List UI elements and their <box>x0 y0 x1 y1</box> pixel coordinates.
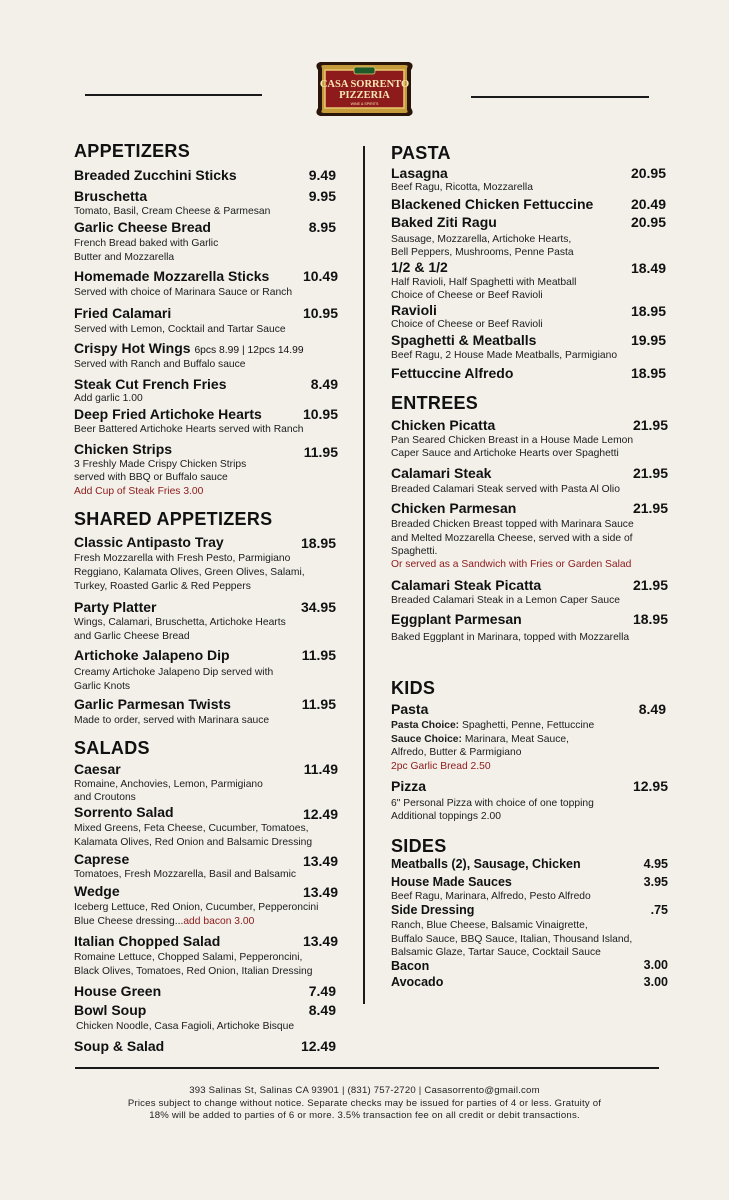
logo-line2: PIZZERIA <box>339 90 390 101</box>
menu-item-desc: Blue Cheese dressing... <box>74 916 184 927</box>
menu-item-name: Baked Ziti Ragu <box>391 214 497 230</box>
header-rule-left <box>85 94 262 96</box>
menu-item-name: Calamari Steak <box>391 465 492 481</box>
menu-item-name: Wedge <box>74 883 120 899</box>
menu-item-price: 20.49 <box>630 196 666 212</box>
menu-item-note: Add Cup of Steak Fries 3.00 <box>74 486 204 497</box>
menu-item-price: 13.49 <box>302 884 338 900</box>
menu-item-price: 10.95 <box>302 406 338 422</box>
shared-heading: SHARED APPETIZERS <box>74 509 273 529</box>
menu-item-price: 21.95 <box>632 500 668 516</box>
menu-item-name: House Made Sauces <box>391 875 512 889</box>
menu-item-desc: Kalamata Olives, Red Onion and Balsamic Dressing <box>74 837 313 848</box>
menu-item-name: Chicken Parmesan <box>391 500 517 516</box>
menu-item-desc: Turkey, Roasted Garlic & Red Peppers <box>74 581 251 592</box>
menu-item-name: Soup & Salad <box>74 1038 165 1054</box>
footer-rule <box>75 1067 659 1069</box>
menu-item-desc: Sausage, Mozzarella, Artichoke Hearts, <box>391 234 572 245</box>
menu-item-desc-line <box>74 915 254 929</box>
menu-item-price: 12.95 <box>632 778 668 794</box>
menu-item-name: Sorrento Salad <box>74 804 174 820</box>
appetizers-heading: APPETIZERS <box>74 141 191 161</box>
menu-item-desc: Tomatoes, Fresh Mozzarella, Basil and Balsamic <box>74 869 297 880</box>
menu-item-name: Fried Calamari <box>74 305 172 321</box>
menu-item-desc: Breaded Chicken Breast topped with Marinara Sauce <box>391 519 634 530</box>
menu-item-name: Fettuccine Alfredo <box>391 365 514 381</box>
menu-item-name: Garlic Cheese Bread <box>74 219 211 235</box>
menu-item-price: 7.49 <box>308 983 336 999</box>
menu-item-price: 8.95 <box>308 219 336 235</box>
menu-item-price: 12.49 <box>302 806 338 822</box>
menu-item-desc: Beer Battered Artichoke Hearts served with Ranch <box>74 424 304 435</box>
menu-item-price: 21.95 <box>632 465 668 481</box>
menu-item-name: Breaded Zucchini Sticks <box>74 167 237 183</box>
menu-item-name: Meatballs (2), Sausage, Chicken <box>391 857 581 871</box>
menu-item-name: Steak Cut French Fries <box>74 376 227 392</box>
menu-item-desc: 6" Personal Pizza with choice of one topping <box>391 798 594 809</box>
menu-item-desc: Half Ravioli, Half Spaghetti with Meatball <box>391 277 577 288</box>
menu-item-name-text: Crispy Hot Wings <box>74 340 191 356</box>
menu-item-price: 20.95 <box>630 165 666 181</box>
menu-item-desc: Mixed Greens, Feta Cheese, Cucumber, Tomatoes, <box>74 823 309 834</box>
entrees-heading: ENTREES <box>391 393 479 413</box>
menu-item-price: 21.95 <box>632 417 668 433</box>
menu-item-price: 9.49 <box>308 167 336 183</box>
menu-item-price: 18.95 <box>632 611 668 627</box>
menu-item-price: 13.49 <box>302 853 338 869</box>
menu-item-price: 18.95 <box>630 365 666 381</box>
sauce-choice-label: Sauce Choice: <box>391 734 462 745</box>
menu-item-note: Or served as a Sandwich with Fries or Garden Salad <box>391 559 632 570</box>
menu-item-price: 34.95 <box>300 599 336 615</box>
menu-item-price: 3.00 <box>643 958 668 972</box>
menu-item-name: Calamari Steak Picatta <box>391 577 542 593</box>
menu-item-name: House Green <box>74 983 162 999</box>
menu-item-desc: Pan Seared Chicken Breast in a House Made Lemon <box>391 435 634 446</box>
menu-item-price: 21.95 <box>632 577 668 593</box>
menu-item-name: Chicken Picatta <box>391 417 496 433</box>
menu-item-desc: Ranch, Blue Cheese, Balsamic Vinaigrette, <box>391 920 588 931</box>
header-rule-right <box>471 96 649 98</box>
menu-item-name: Spaghetti & Meatballs <box>391 332 537 348</box>
menu-item-name: Eggplant Parmesan <box>391 611 522 627</box>
menu-item-name: Avocado <box>391 975 444 989</box>
footer-policy-2: 18% will be added to parties of 6 or more. 3.5% transaction fee on all credit or debit transactions. <box>149 1110 580 1121</box>
menu-item-name: 1/2 & 1/2 <box>391 259 448 275</box>
menu-item-price: 19.95 <box>630 332 666 348</box>
menu-item-name: Bruschetta <box>74 188 148 204</box>
menu-item-name: Blackened Chicken Fettuccine <box>391 196 594 212</box>
logo-line1: CASA SORRENTO <box>319 79 410 90</box>
menu-item-desc: Served with Lemon, Cocktail and Tartar Sauce <box>74 324 286 335</box>
menu-item-price: 10.49 <box>302 268 338 284</box>
menu-item-desc: Fresh Mozzarella with Fresh Pesto, Parmigiano <box>74 553 291 564</box>
menu-item-price: .75 <box>650 903 668 917</box>
pasta-choice: Spaghetti, Penne, Fettuccine <box>459 720 595 731</box>
menu-item-desc: Spaghetti. <box>391 546 438 557</box>
menu-item-desc: Reggiano, Kalamata Olives, Green Olives, Salami, <box>74 567 305 578</box>
menu-item-desc: Iceberg Lettuce, Red Onion, Cucumber, Pepperoncini <box>74 902 319 913</box>
menu-item-price: 18.95 <box>630 303 666 319</box>
menu-item-desc: Garlic Knots <box>74 681 131 692</box>
menu-item-name: Bacon <box>391 959 430 973</box>
menu-item-name: Classic Antipasto Tray <box>74 534 224 550</box>
menu-item-desc: Black Olives, Tomatoes, Red Onion, Italian Dressing <box>74 966 313 977</box>
menu-item-desc: Breaded Calamari Steak in a Lemon Caper Sauce <box>391 595 620 606</box>
menu-item-name: Deep Fried Artichoke Hearts <box>74 406 262 422</box>
menu-item-name: Chicken Strips <box>74 441 173 457</box>
menu-item-desc: Tomato, Basil, Cream Cheese & Parmesan <box>74 206 271 217</box>
menu-item-price: 9.95 <box>308 188 336 204</box>
menu-item-price: 8.49 <box>638 701 666 717</box>
menu-item-desc: Creamy Artichoke Jalapeno Dip served with <box>74 667 274 678</box>
menu-item-price: 8.49 <box>308 1002 336 1018</box>
footer-policy-1: Prices subject to change without notice. Separate checks may be issued for parties of 4 or less. Gratuity of <box>127 1098 602 1109</box>
menu-item-desc: and Garlic Cheese Bread <box>74 631 190 642</box>
salads-heading: SALADS <box>74 738 150 758</box>
menu-item-name: Italian Chopped Salad <box>74 933 221 949</box>
menu-item-name: Caesar <box>74 761 121 777</box>
menu-item-name: Lasagna <box>391 165 448 181</box>
menu-item-desc: Beef Ragu, 2 House Made Meatballs, Parmigiano <box>391 350 618 361</box>
menu-item-price: 18.95 <box>300 535 336 551</box>
menu-item-name: Pizza <box>391 778 427 794</box>
menu-item-name: Side Dressing <box>391 903 475 917</box>
menu-item-name <box>74 340 304 356</box>
menu-item-price: 4.95 <box>643 857 668 871</box>
menu-item-desc: Add garlic 1.00 <box>74 393 143 404</box>
logo-line3: WINE & SPIRITS <box>350 102 379 106</box>
menu-item-desc: 3 Freshly Made Crispy Chicken Strips <box>74 459 247 470</box>
menu-item-desc: Breaded Calamari Steak served with Pasta Al Olio <box>391 484 620 495</box>
pasta-heading: PASTA <box>391 143 451 163</box>
menu-item-price: 11.95 <box>301 696 336 712</box>
menu-item-desc: Beef Ragu, Marinara, Alfredo, Pesto Alfredo <box>391 891 591 902</box>
wings-options: 6pcs 8.99 | 12pcs 14.99 <box>194 345 304 356</box>
menu-item-desc: Choice of Cheese or Beef Ravioli <box>391 290 543 301</box>
menu-item-desc: Choice of Cheese or Beef Ravioli <box>391 319 543 330</box>
menu-item-name: Caprese <box>74 851 130 867</box>
menu-item-price: 10.95 <box>302 305 338 321</box>
menu-item-name: Ravioli <box>391 302 437 318</box>
menu-item-note: 2pc Garlic Bread 2.50 <box>391 761 491 772</box>
menu-item-desc: Baked Eggplant in Marinara, topped with Mozzarella <box>391 632 630 643</box>
menu-item-desc: Beef Ragu, Ricotta, Mozzarella <box>391 182 533 193</box>
menu-item-note: add bacon 3.00 <box>183 916 255 927</box>
column-divider <box>363 146 365 1004</box>
menu-item-desc: Served with choice of Marinara Sauce or Ranch <box>74 287 293 298</box>
kids-heading: KIDS <box>391 678 436 698</box>
menu-item-price: 8.49 <box>310 376 338 392</box>
sides-heading: SIDES <box>391 836 447 856</box>
menu-item-desc: Served with Ranch and Buffalo sauce <box>74 359 246 370</box>
menu-item-desc: Romaine Lettuce, Chopped Salami, Pepperoncini, <box>74 952 303 963</box>
menu-item-price: 13.49 <box>302 933 338 949</box>
menu-item-desc: Alfredo, Butter & Parmigiano <box>391 747 522 758</box>
menu-item-desc-line <box>391 733 569 747</box>
menu-item-name: Party Platter <box>74 599 157 615</box>
menu-item-name: Homemade Mozzarella Sticks <box>74 268 270 284</box>
menu-item-desc: Additional toppings 2.00 <box>391 811 501 822</box>
menu-item-name: Garlic Parmesan Twists <box>74 696 231 712</box>
menu-item-desc-line <box>391 719 594 733</box>
menu-item-name: Pasta <box>391 701 429 717</box>
sauce-choice: Marinara, Meat Sauce, <box>461 734 569 745</box>
menu-item-name: Artichoke Jalapeno Dip <box>74 647 230 663</box>
menu-item-price: 11.49 <box>303 761 338 777</box>
menu-item-desc: Caper Sauce and Artichoke Hearts over Spaghetti <box>391 448 619 459</box>
menu-item-price: 18.49 <box>630 260 666 276</box>
menu-item-desc: Buffalo Sauce, BBQ Sauce, Italian, Thousand Island, <box>391 934 633 945</box>
menu-item-desc: Romaine, Anchovies, Lemon, Parmigiano <box>74 779 263 790</box>
menu-item-price: 11.95 <box>303 444 338 460</box>
menu-item-desc: and Melted Mozzarella Cheese, served with a side of <box>391 533 633 544</box>
menu-item-price: 3.00 <box>643 975 668 989</box>
menu-item-desc: Butter and Mozzarella <box>74 252 175 263</box>
menu-item-price: 3.95 <box>643 875 668 889</box>
logo <box>310 58 419 120</box>
menu-item-price: 20.95 <box>630 214 666 230</box>
menu-item-desc: Wings, Calamari, Bruschetta, Artichoke Hearts <box>74 617 286 628</box>
menu-item-desc: Chicken Noodle, Casa Fagioli, Artichoke Bisque <box>76 1021 295 1032</box>
menu-item-desc: Made to order, served with Marinara sauce <box>74 715 270 726</box>
pasta-choice-label: Pasta Choice: <box>391 720 460 731</box>
menu-item-price: 12.49 <box>300 1038 336 1054</box>
menu-item-name: Bowl Soup <box>74 1002 147 1018</box>
menu-item-desc: served with BBQ or Buffalo sauce <box>74 472 228 483</box>
menu-item-desc: and Croutons <box>74 792 136 803</box>
menu-item-desc: Bell Peppers, Mushrooms, Penne Pasta <box>391 247 574 258</box>
footer-address: 393 Salinas St, Salinas CA 93901 | (831) 757-2720 | Casasorrento@gmail.com <box>189 1085 540 1096</box>
menu-item-price: 11.95 <box>301 647 336 663</box>
menu-item-desc: French Bread baked with Garlic <box>74 238 219 249</box>
menu-item-desc: Balsamic Glaze, Tartar Sauce, Cocktail Sauce <box>391 947 601 958</box>
